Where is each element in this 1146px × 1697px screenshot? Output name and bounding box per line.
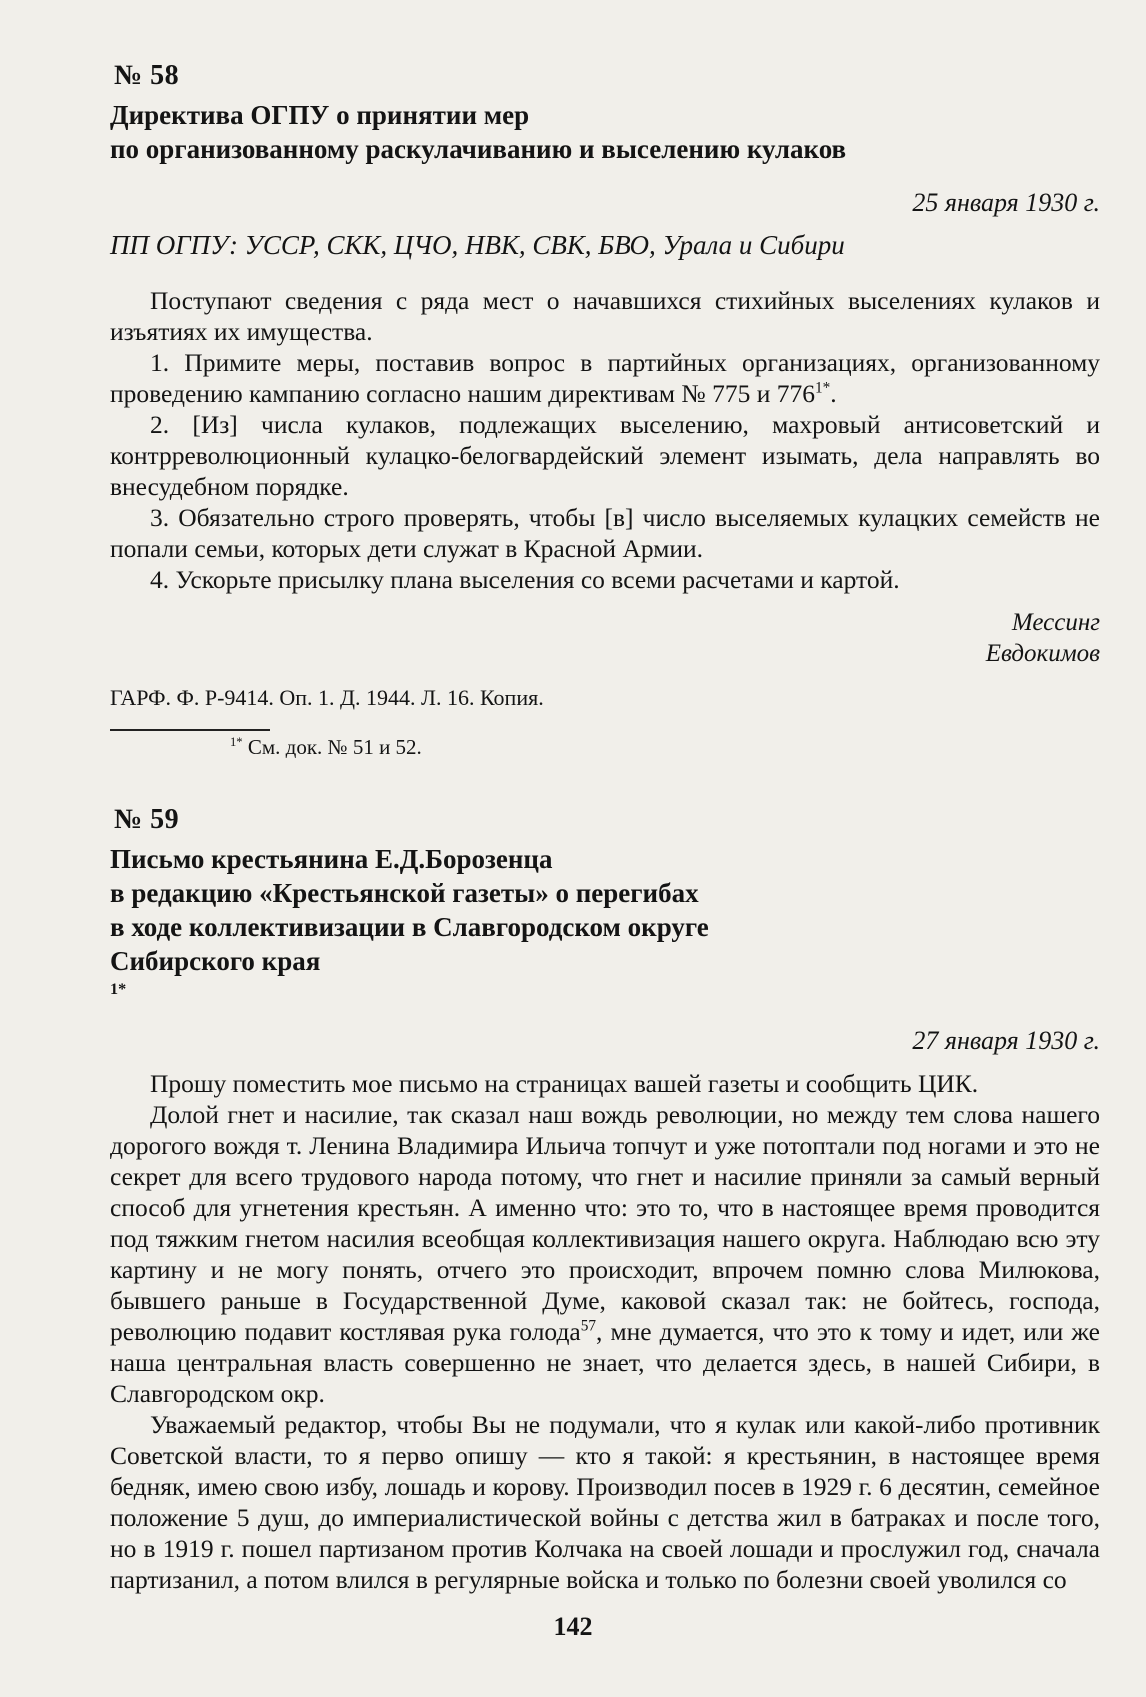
title-line — [110, 944, 1100, 1012]
paragraph: Прошу поместить мое письмо на страницах вашей газеты и сообщить ЦИК. — [150, 1069, 979, 1098]
signature: Евдокимов — [985, 640, 1100, 667]
document-date: 27 января 1930 г. — [912, 1026, 1100, 1055]
paragraph: 4. Ускорьте присылку плана выселения со всеми расчетами и картой. — [150, 565, 900, 594]
footnote-ref: 1* — [110, 980, 127, 998]
document-title — [110, 98, 1100, 166]
document-59 — [110, 804, 1100, 1595]
title-line: в редакцию «Крестьянской газеты» о перегибах — [110, 878, 699, 908]
paragraph — [110, 1099, 1100, 1409]
title-line: Письмо крестьянина Е.Д.Борозенца — [110, 844, 553, 874]
footnote-ref: 1* — [814, 379, 831, 397]
document-58 — [110, 60, 1100, 760]
title-line: Директива ОГПУ о принятии мер — [110, 100, 530, 130]
note-ref: 57 — [580, 1317, 597, 1335]
document-number: № 58 — [114, 60, 180, 91]
paragraph: 3. Обязательно строго проверять, чтобы [в] число выселяемых кулацких семейств не попали семьи, которых дети служат в Красной Армии. — [110, 503, 1100, 563]
title-line-text: Сибирского края — [110, 946, 321, 976]
paragraph: Уважаемый редактор, чтобы Вы не подумали, что я кулак или какой-либо противник Советской власти, то я перво опишу — кто я такой: я крестьянин, в настоящее время бедняк, имею свою избу, лошадь и корову. Производил посев в 1929 г. 6 десятин, семейное положение 5 душ, до империалистической войны с детства жил в батраках и после того, но в 1919 г. пошел партизаном против Колчака на своей лошади и прослужил год, сначала партизанил, а потом влился в регулярные войска и только по болезни своей уволился со — [110, 1410, 1100, 1594]
paragraph-text: Долой гнет и насилие, так сказал наш вождь революции, но между тем слова нашего дорогого вождя т. Ленина Владимира Ильича топчут и уже потоптали под ногами и это не секрет для всего трудового народа потому, что гнет и насилие приняли за самый верный способ для угнетения крестьян. А именно что: это то, что в настоящее время проводится под тяжким гнетом насилия всеобщая коллективизация нашего округа. Наблюдаю всю эту картину и не могу понять, отчего это происходит, впрочем помню слова Милюкова, бывшего раньше в Государственной Думе, каковой сказал так: не бойтесь, господа, революцию подавит костлявая рука голода — [110, 1100, 1100, 1346]
document-title — [110, 842, 1100, 1012]
document-date: 25 января 1930 г. — [912, 188, 1100, 217]
title-line: в ходе коллективизации в Славгородском округе — [110, 912, 709, 942]
paragraph: 2. [Из] числа кулаков, подлежащих выселению, махровый антисоветский и контрреволюционный кулацко-белогвардейский элемент изымать, дела направлять во внесудебном порядке. — [110, 410, 1100, 501]
paragraph: Поступают сведения с ряда мест о начавшихся стихийных выселениях кулаков и изъятиях их имущества. — [110, 286, 1100, 346]
addressee: ПП ОГПУ: УССР, СКК, ЦЧО, НВК, СВК, БВО, Урала и Сибири — [110, 230, 845, 260]
page-content — [110, 60, 1100, 1595]
title-line: по организованному раскулачиванию и выселению кулаков — [110, 134, 847, 164]
footnote-divider — [110, 729, 270, 731]
footnote — [230, 735, 1100, 760]
section-gap — [110, 760, 1100, 804]
footnote-mark: 1* — [230, 735, 243, 749]
signature: Мессинг — [1011, 609, 1100, 636]
page-number: 142 — [553, 1612, 593, 1641]
footnote-text: См. док. № 51 и 52. — [247, 735, 422, 759]
paragraph-text: 1. Примите меры, поставив вопрос в партийных организациях, организованному проведению кампанию согласно нашим директивам № 775 и 776 — [110, 348, 1100, 408]
document-number: № 59 — [114, 804, 180, 835]
archive-reference: ГАРФ. Ф. Р-9414. Оп. 1. Д. 1944. Л. 16. Копия. — [110, 685, 544, 710]
paragraph: 1. Примите меры, поставив вопрос в партийных организациях, организованному проведению кампанию согласно нашим директивам № 775 и $776^{1*}$. — [110, 348, 1100, 408]
paragraph-text: , мне думается, что это к тому и идет, или же наша центральная власть совершенно не знает, что делается здесь, в нашей Сибири, в Славгородском окр. — [110, 1317, 1100, 1408]
